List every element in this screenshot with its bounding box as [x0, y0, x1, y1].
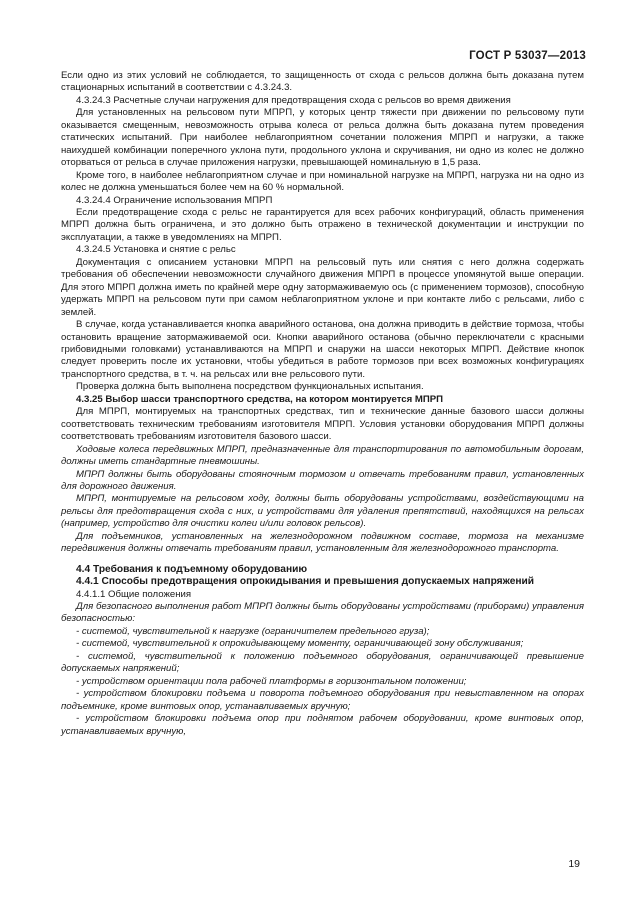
italic-paragraph: МПРП должны быть оборудованы стояночным тормозом и отвечать требованиям правил, установленных для дорожного движения.	[61, 468, 584, 492]
clause-heading-4-3-24-5: 4.3.24.5 Установка и снятие с рельс	[76, 244, 236, 256]
subsection-heading-4-4-1: 4.4.1 Способы предотвращения опрокидывания и превышения допускаемых напряжений	[76, 576, 535, 588]
clause-heading-4-3-25: 4.3.25 Выбор шасси транспортного средства, на котором монтируется МПРП	[76, 393, 444, 405]
italic-paragraph: Для подъемников, установленных на железнодорожном подвижном составе, тормоза на механизме передвижения должны отвечать требованиям правил, установленным для железнодорожного транспорта.	[61, 530, 584, 555]
document-body	[61, 70, 584, 738]
paragraph: Для установленных на рельсовом пути МПРП, у которых центр тяжести при движении по рельсовому пути оказывается смещенным, невозможность отрыва колеса от рельса должна быть доказана путем проведения статических испытаний. При наиболее неблагоприятном сочетании положения МПРП и нагрузки, а также наихудшей комбинации поперечного уклона пути, продольного уклона и скручивания, ни одно из колес не должно оторваться от рельса в случае приложения нагрузки, превышающей номинальную в 1,5 раза.	[61, 107, 584, 169]
page-number: 19	[568, 858, 580, 870]
paragraph: Для МПРП, монтируемых на транспортных средствах, тип и технические данные базового шасси должны соответствовать техническим требованиям изготовителя МПРП. Условия установки оборудования МПРП должны соответствовать требованиям изготовителя базового шасси.	[61, 406, 584, 443]
paragraph: Документация с описанием установки МПРП на рельсовый путь или снятия с него должна содержать требования об обеспечении невозможности случайного движения МПРП в процессе упомянутой выше операции. Для этого МПРП должна иметь по крайней мере одну затормаживаемую ось (с применением тормозов), способную удержать МПРП на рельсовом пути при самом неблагоприятном уклоне и при контакте либо с рельсами, либо с землей.	[61, 256, 584, 318]
clause-heading-4-3-24-3: 4.3.24.3 Расчетные случаи нагружения для предотвращения схода с рельсов во время движения	[76, 94, 511, 106]
list-item: - системой, чувствительной к нагрузке (ограничителем предельного груза);	[76, 625, 430, 637]
paragraph: В случае, когда устанавливается кнопка аварийного останова, она должна приводить в действие тормоза, чтобы остановить вращение затормаживаемой оси. Кнопки аварийного останова (обычно переключатели с красными грибовидными головками) устанавливаются на МПРП и снаружи на шасси некоторых МПРП. Действие кнопок следует проверить после их установки, чтобы убедиться в работе тормозов при всех возможных конфигурациях транспортного средства, в т. ч. на рельсах или вне рельсового пути.	[61, 319, 584, 380]
list-item: - устройством блокировки подъема и поворота подъемного оборудования при невыставленном на опорах подъемнике, кроме винтовых опор, устанавливаемых вручную;	[61, 688, 584, 712]
section-heading-4-4: 4.4 Требования к подъемному оборудованию	[76, 563, 308, 575]
paragraph: Проверка должна быть выполнена посредством функциональных испытания.	[76, 381, 424, 393]
list-item: - устройством блокировки подъема опор при поднятом рабочем оборудовании, кроме винтовых опор, устанавливаемых вручную,	[61, 713, 584, 737]
paragraph: Если предотвращение схода с рельс не гарантируется для всех рабочих конфигураций, область применения МПРП должна быть ограничена, и это должно быть отражено в технической документации и инструкции по эксплуатации, а также в уведомлениях на МПРП.	[61, 206, 584, 243]
italic-paragraph: Ходовые колеса передвижных МПРП, предназначенные для транспортирования по автомобильным дорогам, должны иметь стандартные пневмошины.	[61, 443, 584, 468]
list-item: - системой, чувствительной к положению подъемного оборудования, ограничивающей превышение допускаемых напряжений;	[61, 650, 584, 675]
clause-heading-4-3-24-4: 4.3.24.4 Ограничение использования МПРП	[76, 194, 273, 206]
clause-heading-4-4-1-1: 4.4.1.1 Общие положения	[76, 588, 192, 600]
list-item: - устройством ориентации пола рабочей платформы в горизонтальном положении;	[76, 675, 467, 687]
italic-paragraph: МПРП, монтируемые на рельсовом ходу, должны быть оборудованы устройствами, воздействующими на рельсы для предотвращения схода с них, и устройствами для удаления препятствий, находящихся на рельсах (например, устройство для очистки колеи и/или головок рельсов).	[61, 493, 584, 530]
paragraph: Кроме того, в наиболее неблагоприятном случае и при номинальной нагрузке на МПРП, нагрузка ни на одно из колес не должна уменьшаться более чем на 60 % нормальной.	[61, 169, 584, 194]
italic-paragraph: Для безопасного выполнения работ МПРП должны быть оборудованы устройствами (приборами) управления безопасностью:	[61, 601, 584, 625]
list-item: - системой, чувствительной к опрокидывающему моменту, ограничивающей зону обслуживания;	[76, 638, 524, 650]
document-header: ГОСТ Р 53037—2013	[469, 50, 586, 62]
paragraph: Если одно из этих условий не соблюдается, то защищенность от схода с рельсов должна быть доказана путем стационарных испытаний в соответствии с 4.3.24.3.	[61, 70, 584, 94]
